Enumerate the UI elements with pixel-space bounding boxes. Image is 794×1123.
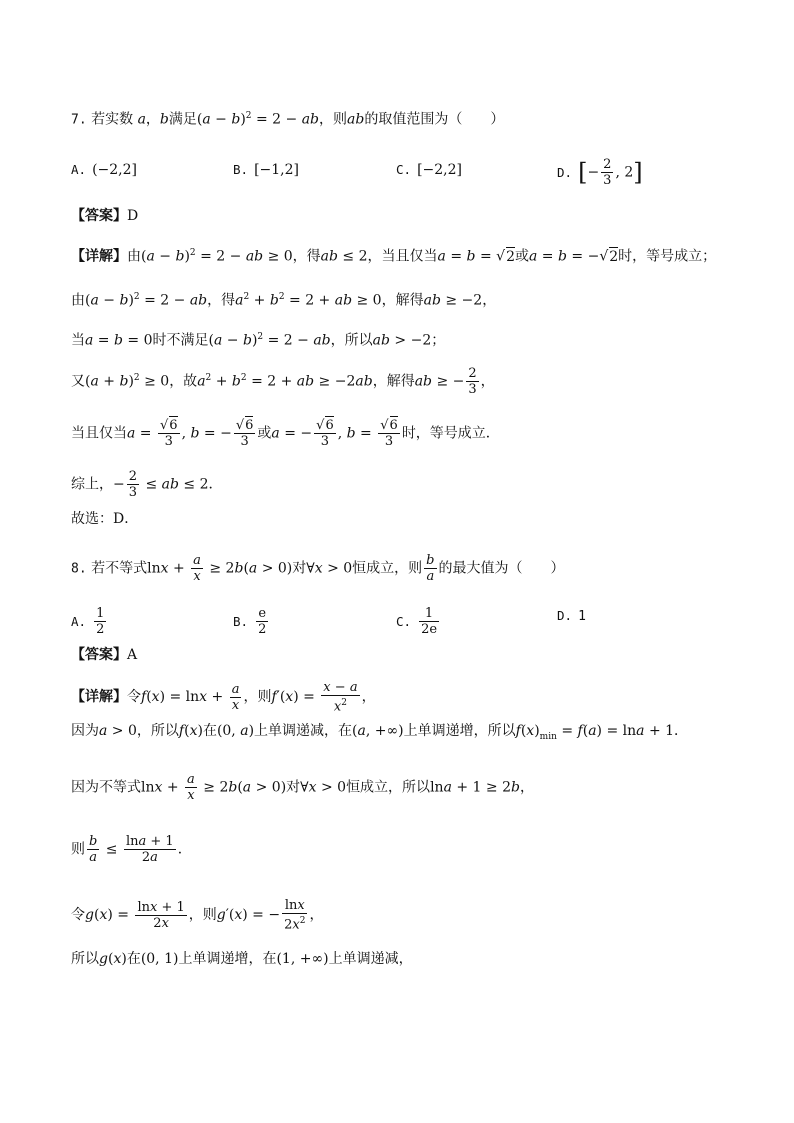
q7-detail-line-2: 由$(a - b)^2 = 2$ − ab，得$a^2 + b^2 = 2$ + ab ≥ 0，解得ab ≥ −2， (71, 292, 497, 309)
option-label: D. (557, 608, 573, 623)
text: 在 (202, 723, 217, 739)
text: ，得 (292, 248, 321, 265)
q8-detail-line-1: 【详解】令f(x) = lnx + $\frac{a}{x}$ ，则f′(x) = $\frac{x - a}{x^2}$ ， (71, 680, 376, 715)
answer-tag: 【答案】 (71, 647, 127, 663)
q7-detail-line-1: 【详解】由$(a - b)^2 = 2$ − ab ≥ 0，得ab ≤ 2，当且仅当a = b = √2或a = b = −√2时，等号成立； (71, 248, 717, 265)
text: 令 (127, 689, 141, 706)
option-label: C. (396, 162, 412, 177)
text: 当且仅当 (71, 425, 127, 442)
text: 综上， (71, 476, 113, 493)
text: 或 (514, 248, 529, 265)
q8-detail-line-3: 因为不等式lnx + $\frac{a}{x}$ ≥ 2b(a > 0)对∀x > 0恒成立，所以lna + 1 ≥ 2b， (71, 772, 534, 803)
answer-value: A (127, 647, 138, 663)
option-label: A. (71, 613, 87, 629)
text: ， (482, 292, 497, 309)
q8-option-d[interactable] (557, 606, 586, 627)
text: 当 (71, 332, 85, 349)
text: ，当且仅当 (367, 248, 438, 265)
text: 的最大值为（ ） (438, 560, 565, 577)
text: 若不等式 (91, 560, 148, 577)
text: ． (674, 723, 689, 739)
text: 对 (286, 779, 301, 796)
option-label: C. (396, 613, 412, 629)
q7-option-d[interactable]: D. [− $\frac{2}{3}$ , 2] (557, 157, 643, 188)
q7-detail-line-3: 当a = b = 0时不满足$(a - b)^2 = 2$ − ab，所以ab > −2； (71, 332, 446, 349)
text: 恒成立，所以 (346, 779, 431, 796)
text: ， (361, 689, 376, 706)
detail-tag: 【详解】 (71, 689, 127, 706)
q7-option-c[interactable] (396, 160, 462, 180)
q8-option-c[interactable] (396, 606, 441, 637)
detail-tag: 【详解】 (71, 248, 127, 265)
text: 则 (71, 841, 85, 858)
text: 上单调递减，在 (254, 723, 353, 739)
text: 因为不等式 (71, 779, 141, 796)
q8-option-b[interactable] (233, 606, 270, 637)
text: 由 (127, 248, 141, 265)
q8-detail-line-2: 因为a > 0，所以f(x)在(0, a)上单调递减，在(a, +∞)上单调递增，所以$f(x)_{min} = f(a) = \ln a + 1$． (71, 723, 689, 742)
option-denominator: 2 (96, 622, 105, 637)
option-numerator: 1 (419, 606, 439, 622)
option-text: (−2,2] (92, 162, 137, 178)
text: 又 (71, 373, 85, 390)
text: ，则 (243, 689, 272, 706)
text: ，则 (188, 907, 217, 924)
text: ． (208, 476, 223, 493)
q7-answer (71, 206, 138, 226)
q7-detail-line-4: 又$(a + b)^2 \ge 0$，故$a^2 + b^2 = 2$ + ab ≥ −2ab，解得ab ≥ − $\frac{2}{3}$ ， (71, 366, 495, 397)
q7-detail-line-6: 综上，− $\frac{2}{3}$ ≤ ab ≤ 2． (71, 469, 223, 500)
text: 或 (257, 425, 272, 442)
text: 时不满足 (152, 332, 209, 349)
option-label: B. (233, 162, 249, 177)
option-text: [−1,2] (254, 162, 299, 178)
q7-option-b[interactable] (233, 160, 299, 180)
q7-stem-mid1: 满足 (168, 111, 197, 128)
q8-option-a[interactable] (71, 606, 108, 637)
option-label: D. (557, 164, 573, 180)
text: ，解得 (372, 373, 415, 390)
option-label: A. (71, 162, 87, 177)
text: 恒成立，则 (352, 560, 423, 577)
text: 所以 (71, 951, 99, 967)
option-label: B. (233, 613, 249, 629)
text: ，故 (169, 373, 198, 390)
text: 上单调递减， (328, 951, 413, 967)
q8-detail-line-5: 令g(x) = $\frac{\ln x + 1}{2x}$ ，则g′(x) = − $\frac{\ln x}{2x^2}$ ， (71, 898, 324, 933)
text: ． (177, 841, 192, 858)
text: ， (309, 907, 324, 924)
text: ，解得 (381, 292, 424, 309)
text: ，所以 (136, 723, 179, 739)
text: 由 (71, 292, 85, 309)
q8-answer (71, 645, 137, 665)
text: 对 (292, 560, 307, 577)
q8-detail-line-6: 所以g(x)在(0, 1)上单调递增，在(1, +∞)上单调递减， (71, 951, 413, 967)
q8-stem: 8. 若不等式lnx + $\frac{a}{x}$ ≥ 2b(a > 0)对∀x > 0恒成立，则 $\frac{b}{a}$ 的最大值为（ ） (71, 553, 565, 584)
text: 上单调递增，所以 (403, 723, 516, 739)
text: 时，等号成立； (618, 248, 717, 265)
option-denominator: 2e (421, 622, 438, 637)
q7-number: 7. (71, 112, 87, 128)
option-denominator: 2 (258, 622, 267, 637)
text: ，得 (207, 292, 236, 309)
q7-conclusion (71, 509, 138, 529)
q7-stem-mid2: ，则 (319, 111, 348, 128)
answer-tag: 【答案】 (71, 208, 127, 224)
text: 令 (71, 907, 85, 924)
q7-stem-pre: 若实数 (91, 111, 134, 128)
answer-value: D (127, 208, 139, 224)
option-numerator: e (256, 606, 268, 622)
option-numerator: 1 (96, 606, 105, 621)
option-text: 1 (578, 609, 586, 624)
q7-stem: 7. 若实数 a，b满足$(a - b)^2 = 2$ − ab，则ab的取值范围为（ ） (71, 111, 505, 128)
text: 在 (126, 951, 141, 967)
text: ， (480, 373, 495, 390)
text: ，所以 (330, 332, 373, 349)
option-text: [−2,2] (417, 162, 462, 178)
text: 时，等号成立． (401, 425, 500, 442)
text: 因为 (71, 723, 99, 739)
q7-option-a[interactable] (71, 160, 137, 180)
q7-detail-line-5: 当且仅当a = $\frac{√6}{3}$ , b = − $\frac{√6}{3}$ 或a = − $\frac{√6}{3}$ , b = $\frac{√6}{3}$ 时，等号成立． (71, 418, 500, 449)
text: ， (519, 779, 534, 796)
text: 上单调递增，在 (178, 951, 277, 967)
q8-number: 8. (71, 561, 87, 577)
q8-detail-line-4: 则 $\frac{b}{a}$ ≤ $\frac{\ln a + 1}{2a}$ ． (71, 834, 192, 865)
text: ； (431, 332, 446, 349)
q7-stem-end: 的取值范围为（ ） (364, 111, 505, 128)
text: 故选：D． (71, 511, 139, 527)
